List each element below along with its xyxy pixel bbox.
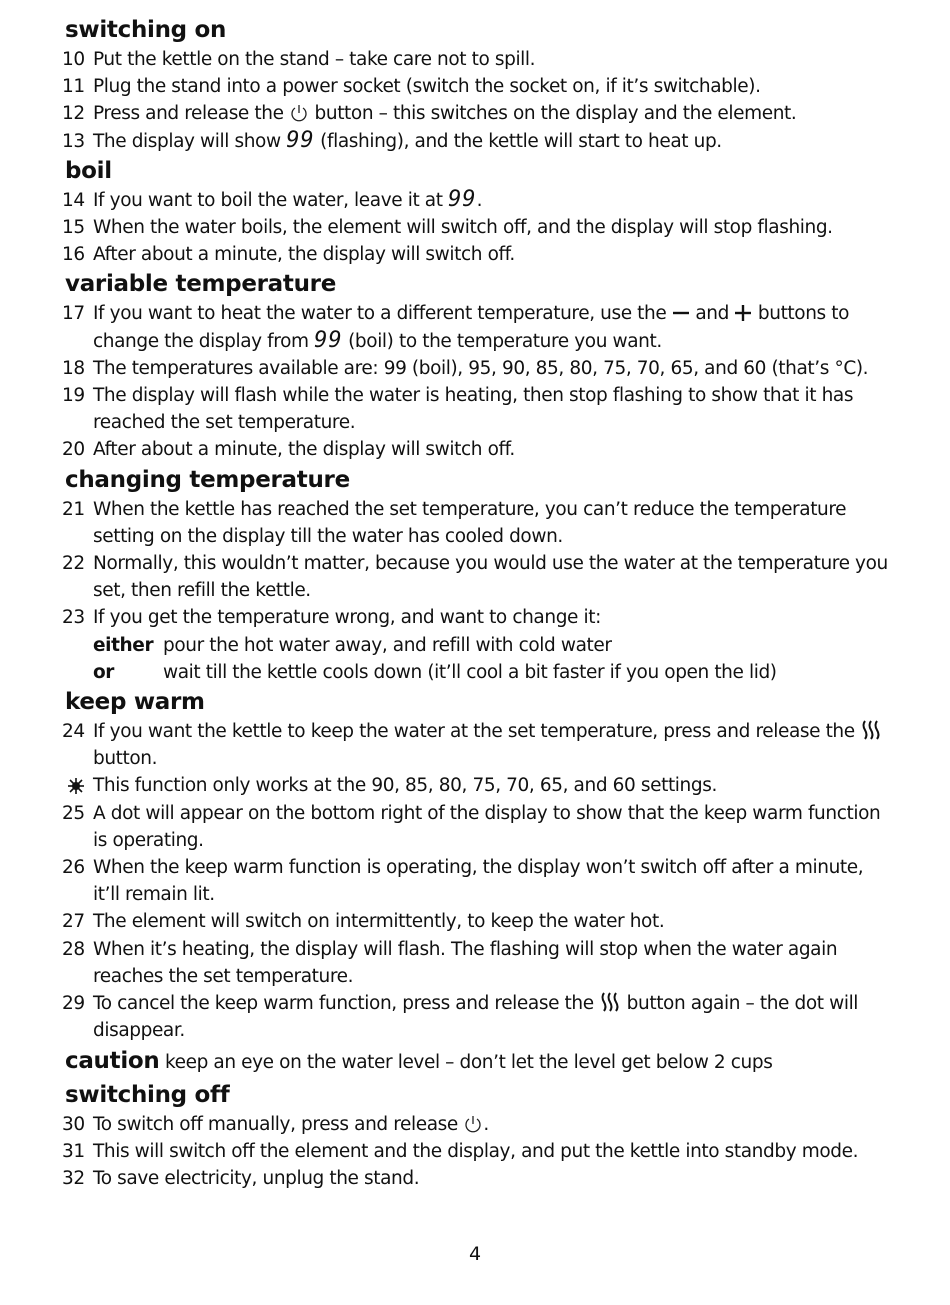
item-number: 26 — [62, 857, 85, 879]
list-item — [62, 300, 895, 354]
section-heading-switching-on: switching on — [65, 17, 227, 43]
option-row — [65, 632, 895, 659]
list-item — [62, 73, 895, 100]
item-number: 18 — [62, 357, 85, 379]
item-number: 17 — [62, 303, 85, 325]
list-item — [62, 127, 895, 155]
list-item — [62, 355, 895, 382]
item-number: 23 — [62, 607, 85, 629]
item-text: Press and release the — [93, 103, 284, 125]
caution-keyword: caution — [65, 1047, 160, 1074]
item-text: The element will switch on intermittently, to keep the water hot. — [93, 911, 665, 933]
option-text: wait till the kettle cools down (it’ll cool a bit faster if you open the lid) — [163, 661, 777, 683]
item-number: 14 — [62, 189, 85, 211]
sun-burst-icon — [65, 778, 87, 794]
page-number: 4 — [468, 1243, 482, 1265]
display-readout: 99 — [286, 127, 315, 153]
list-item — [62, 990, 895, 1044]
plus-icon — [734, 305, 752, 323]
item-number: 22 — [62, 553, 85, 575]
item-number: 30 — [62, 1113, 85, 1135]
item-text: If you want to heat the water to a different temperature, use the — [93, 303, 667, 325]
list-item — [62, 854, 895, 908]
item-text: To save electricity, unplug the stand. — [93, 1167, 420, 1189]
list-item — [62, 214, 895, 241]
keep-warm-icon — [860, 719, 882, 741]
item-text: If you want the kettle to keep the water at the set temperature, press and release the — [93, 721, 855, 743]
item-text: button. — [93, 748, 158, 770]
item-text: button – this switches on the display and the element. — [314, 103, 797, 125]
power-icon — [289, 103, 309, 123]
item-text: . — [476, 189, 483, 211]
list-item — [62, 46, 895, 73]
item-text: After about a minute, the display will switch off. — [93, 439, 515, 461]
list-item — [62, 496, 895, 550]
option-row — [65, 659, 895, 686]
list-item — [62, 1165, 895, 1192]
section-heading-keep-warm: keep warm — [65, 689, 205, 716]
display-readout: 99 — [448, 186, 477, 212]
option-keyword: either — [93, 634, 154, 656]
list-item — [62, 718, 895, 772]
item-text: This will switch off the element and the display, and put the kettle into standby mode. — [93, 1140, 859, 1162]
item-number: 31 — [62, 1140, 85, 1162]
list-item — [62, 604, 895, 631]
list-item — [62, 436, 895, 463]
note-item — [65, 772, 895, 799]
item-text: When the water boils, the element will switch off, and the display will stop flashing. — [93, 217, 833, 239]
item-text: A dot will appear on the bottom right of the display to show that the keep warm function is operating. — [93, 802, 881, 851]
list-item — [62, 1138, 895, 1165]
item-number: 15 — [62, 217, 85, 239]
manual-page — [62, 14, 895, 1192]
item-text: The temperatures available are: 99 (boil), 95, 90, 85, 80, 75, 70, 65, and 60 (that’s °C). — [93, 357, 869, 379]
list-item — [62, 800, 895, 854]
item-text: After about a minute, the display will switch off. — [93, 244, 515, 266]
list-item — [62, 382, 895, 436]
list-item — [62, 1111, 895, 1138]
minus-icon — [672, 305, 690, 323]
section-heading-changing-temperature: changing temperature — [65, 466, 350, 493]
item-text: The display will show — [93, 130, 281, 152]
item-number: 16 — [62, 244, 85, 266]
item-number: 13 — [62, 130, 85, 152]
section-heading-variable-temperature: variable temperature — [65, 271, 337, 298]
list-item — [62, 908, 895, 935]
item-number: 27 — [62, 911, 85, 933]
display-readout: 99 — [314, 327, 343, 353]
item-number: 28 — [62, 938, 85, 960]
item-text: If you get the temperature wrong, and want to change it: — [93, 607, 601, 629]
item-text: This function only works at the 90, 85, 80, 75, 70, 65, and 60 settings. — [93, 775, 717, 797]
power-icon — [463, 1114, 483, 1134]
section-heading-switching-off: switching off — [65, 1081, 230, 1108]
item-number: 25 — [62, 802, 85, 824]
item-text: (boil) to the temperature you want. — [348, 330, 662, 352]
list-item — [62, 241, 895, 268]
option-text: pour the hot water away, and refill with cold water — [163, 634, 612, 656]
item-number: 10 — [62, 49, 85, 70]
item-text: . — [483, 1113, 489, 1135]
item-number: 32 — [62, 1167, 85, 1189]
item-text: To cancel the keep warm function, press and release the — [93, 993, 594, 1015]
caution-text: keep an eye on the water level – don’t let the level get below 2 cups — [164, 1051, 773, 1073]
item-text: and — [695, 303, 729, 325]
item-number: 29 — [62, 993, 85, 1015]
item-text: To switch off manually, press and release — [93, 1113, 458, 1135]
item-number: 24 — [62, 721, 85, 743]
item-text: When it’s heating, the display will flash. The flashing will stop when the water again reaches the set temperature. — [93, 938, 838, 987]
item-text: (flashing), and the kettle will start to heat up. — [320, 130, 722, 152]
item-number: 19 — [62, 385, 85, 407]
list-item — [62, 100, 895, 127]
item-text: If you want to boil the water, leave it at — [93, 189, 443, 211]
list-item — [62, 936, 895, 990]
item-text: When the kettle has reached the set temperature, you can’t reduce the temperature setting on the display till the water has cooled down. — [93, 498, 847, 547]
item-text: buttons to change the display from — [93, 303, 850, 352]
item-number: 20 — [62, 439, 85, 461]
caution-note — [65, 1045, 895, 1079]
item-text: Plug the stand into a power socket (switch the socket on, if it’s switchable). — [93, 76, 761, 98]
item-text: Put the kettle on the stand – take care not to spill. — [93, 49, 536, 70]
item-number: 12 — [62, 103, 85, 125]
item-text: Normally, this wouldn’t matter, because you would use the water at the temperature you set, then refill the kettle. — [93, 553, 888, 602]
list-item — [62, 550, 895, 604]
section-heading-boil: boil — [65, 157, 112, 184]
item-text: The display will flash while the water is heating, then stop flashing to show that it has reached the set temperature. — [93, 385, 854, 434]
option-keyword: or — [93, 661, 115, 683]
item-text: button again – the dot will disappear. — [93, 993, 859, 1042]
keep-warm-icon — [599, 991, 621, 1013]
item-number: 21 — [62, 498, 85, 520]
item-number: 11 — [62, 76, 85, 98]
item-text: When the keep warm function is operating, the display won’t switch off after a minute, it’ll remain lit. — [93, 857, 864, 906]
list-item — [62, 186, 895, 214]
